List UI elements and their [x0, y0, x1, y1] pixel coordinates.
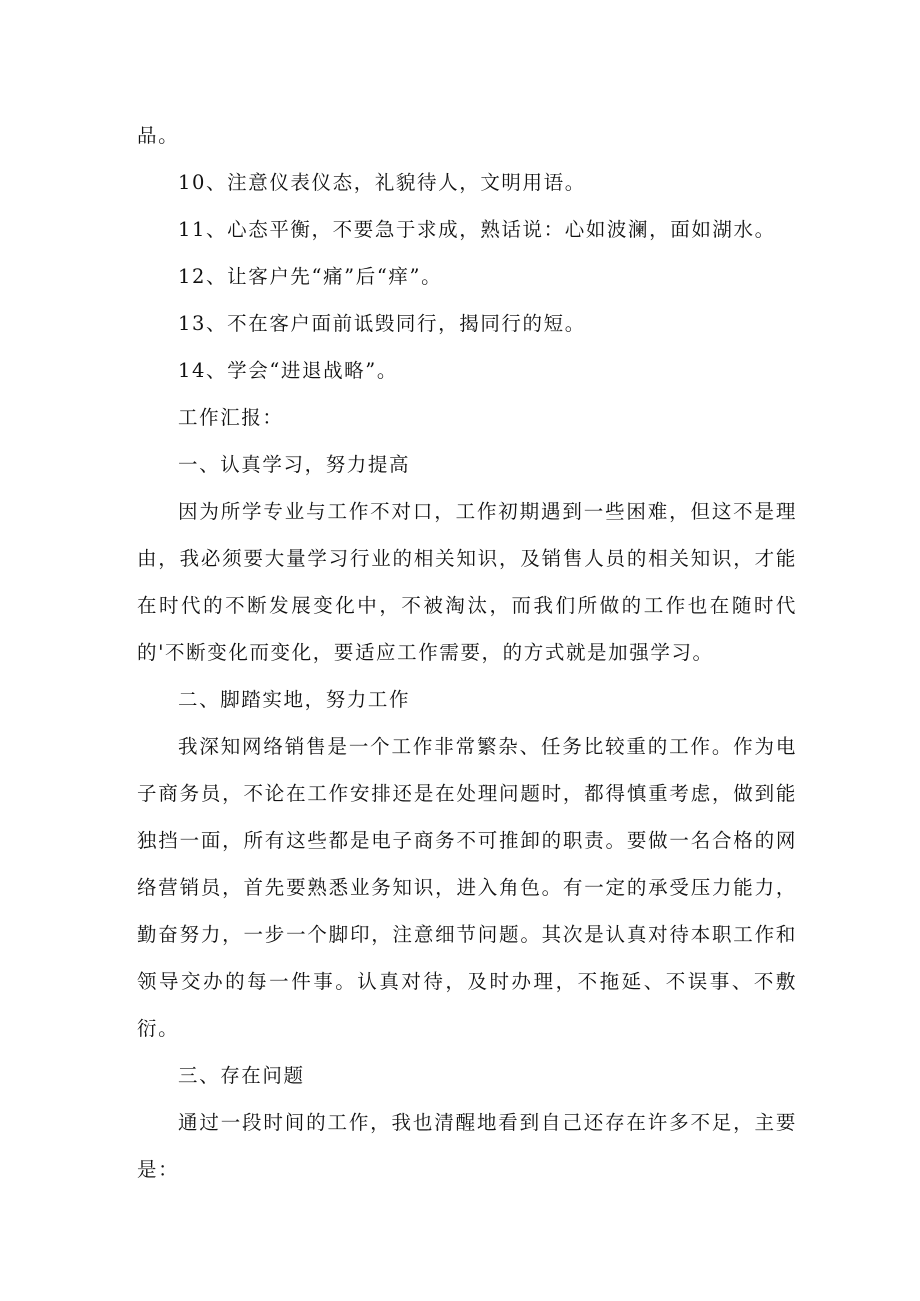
list-item-10: 10、注意仪表仪态，礼貌待人，文明用语。: [178, 171, 586, 194]
paragraph-continuation: 品。: [137, 124, 180, 147]
section-heading-2: 二、脚踏实地，努力工作: [178, 688, 411, 711]
list-item-12: 12、让客户先“痛”后“痒”。: [178, 265, 443, 288]
list-item-13: 13、不在客户面前诋毁同行，揭同行的短。: [178, 312, 586, 335]
body-paragraph-1: 因为所学专业与工作不对口，工作初期遇到一些困难，但这不是理由，我必须要大量学习行业的相关知识，及销售人员的相关知识，才能在时代的不断发展变化中，不被淘汰，而我们所做的工作也在随时代的'不断变化而变化，要适应工作需要，的方式就是加强学习。: [137, 500, 797, 664]
body-paragraph-3: 通过一段时间的工作，我也清醒地看到自己还存在许多不足，主要是：: [137, 1111, 797, 1181]
section-heading-1: 一、认真学习，努力提高: [178, 453, 411, 476]
list-item-14: 14、学会“进退战略”。: [178, 359, 398, 382]
section-heading-3: 三、存在问题: [178, 1064, 305, 1087]
body-paragraph-2: 我深知网络销售是一个工作非常繁杂、任务比较重的工作。作为电子商务员，不论在工作安排还是在处理问题时，都得慎重考虑，做到能独挡一面，所有这些都是电子商务不可推卸的职责。要做一名合格的网络营销员，首先要熟悉业务知识，进入角色。有一定的承受压力能力，勤奋努力，一步一个脚印，注意细节问题。其次是认真对待本职工作和领导交办的每一件事。认真对待，及时办理，不拖延、不误事、不敷衍。: [137, 735, 797, 1040]
document-body: [137, 112, 797, 1193]
section-title-work-report: 工作汇报：: [178, 406, 284, 429]
list-item-11: 11、心态平衡，不要急于求成，熟话说：心如波澜，面如湖水。: [178, 218, 776, 241]
